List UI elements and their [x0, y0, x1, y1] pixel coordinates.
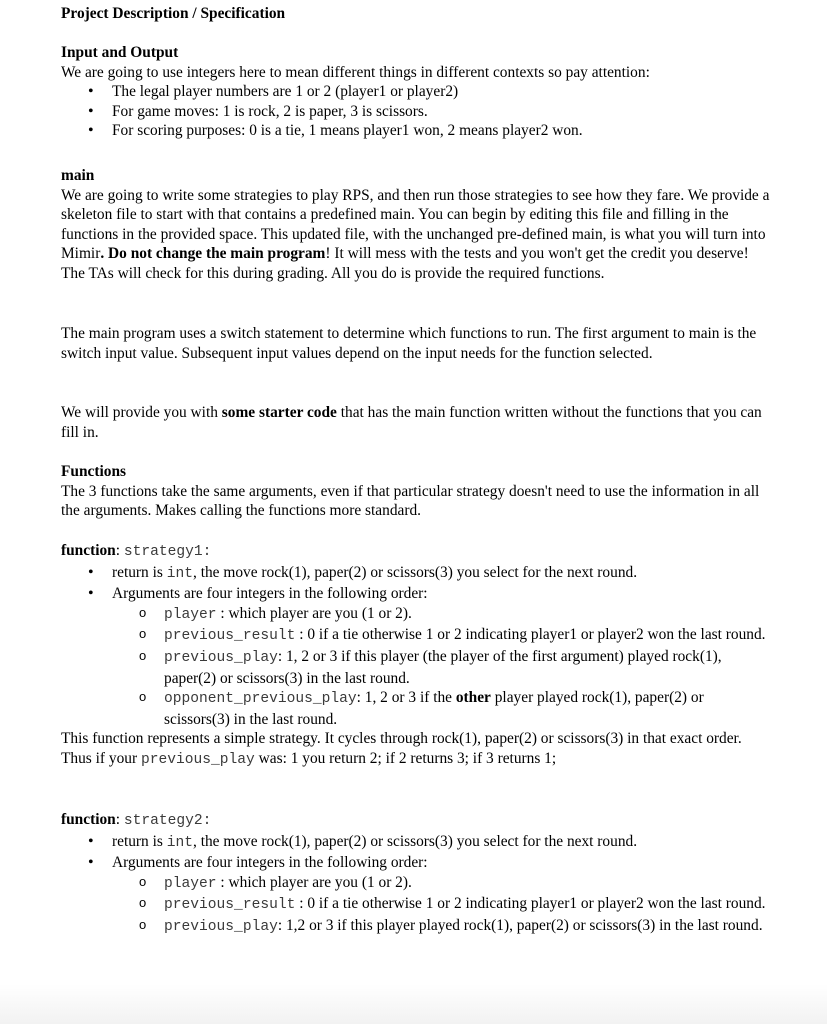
text-run: We are going to write some strategies to play RPS, and then run those strategies to see how they fare. We provide a skeleton file to start with that contains a predefined main. You can begin by editing this file and filling in the functions in the provided space. This updated file, with the unchanged pre-defined main, is what you will turn into Mimir: [61, 186, 770, 263]
argument-desc: : 0 if a tie otherwise 1 or 2 indicating player1 or player2 won the last round.: [295, 626, 766, 644]
argument-item: [61, 873, 771, 895]
argument-name: opponent_previous_play: [164, 691, 357, 708]
text-run: :: [115, 542, 124, 559]
bold-text: . Do not change the main program: [100, 245, 326, 263]
text-run: We will provide you with: [61, 404, 222, 421]
bullet-list: [61, 832, 771, 873]
text-run: ! It will mess with the tests and you won't get the credit you deserve! The TAs will check for this during grading. All you do is provide the required functions.: [61, 245, 749, 282]
argument-item: [61, 894, 771, 916]
text-run: , the move rock(1), paper(2) or scissors(3) you select for the next round.: [193, 563, 638, 581]
argument-name: previous_play: [164, 649, 278, 666]
argument-list: [61, 873, 771, 938]
text-run: that has the main function written without the functions that you can fill in.: [61, 404, 762, 441]
function-label: function: [61, 542, 116, 559]
argument-item: [61, 604, 771, 626]
page-title: Project Description / Specification: [61, 5, 286, 22]
paragraph-switch: [61, 324, 771, 363]
argument-item: [61, 916, 771, 938]
paragraph: The 3 functions take the same arguments, even if that particular strategy doesn't need to use the information in all the arguments. Makes calling the functions more standard.: [61, 482, 760, 520]
bullet-list: [61, 82, 771, 141]
list-item: • The legal player numbers are 1 or 2 (player1 or player2): [61, 82, 771, 102]
argument-item: [61, 647, 771, 688]
argument-desc: : which player are you (1 or 2).: [216, 873, 412, 891]
text-run: This function represents a simple strategy. It cycles through rock(1), paper(2) or scissors(3) in that exact order. Thus if your: [61, 730, 742, 767]
code-type: int: [166, 565, 193, 582]
argument-desc: : 1, 2 or 3 if this player (the player of the first argument) played rock(1), paper(2) or scissors(3) in the last round.: [164, 647, 722, 687]
section-strategy1: [61, 541, 771, 771]
section-functions: [61, 462, 771, 521]
argument-item: [61, 625, 771, 647]
argument-desc: : 0 if a tie otherwise 1 or 2 indicating player1 or player2 won the last round.: [295, 895, 766, 913]
argument-desc: player played rock(1), paper(2) or scissors(3) in the last round.: [164, 689, 704, 728]
code-inline: previous_play: [140, 751, 255, 768]
argument-name: previous_play: [164, 918, 278, 935]
text-run: :: [115, 811, 124, 828]
argument-name: previous_result: [164, 628, 296, 645]
code-type: int: [166, 834, 193, 851]
function-label: function: [61, 811, 116, 828]
function-heading: [61, 541, 771, 563]
function-heading: [61, 810, 771, 832]
section-heading: main: [61, 167, 95, 184]
paragraph: [61, 729, 771, 770]
list-item: [61, 584, 771, 604]
text-run: return is: [112, 832, 167, 850]
list-item: [61, 832, 771, 854]
function-name: strategy2:: [123, 813, 212, 829]
list-item: [61, 853, 771, 873]
bold-text: some starter code: [221, 404, 337, 421]
argument-name: previous_result: [164, 897, 296, 914]
text-run: Arguments are four integers in the following order:: [112, 585, 428, 603]
argument-item: [61, 688, 771, 729]
function-name: strategy1:: [123, 544, 212, 560]
text-run: return is: [112, 563, 167, 581]
argument-desc: : 1,2 or 3 if this player played rock(1), paper(2) or scissors(3) in the last round.: [277, 916, 763, 934]
section-input-output: [61, 43, 771, 141]
list-item: • For scoring purposes: 0 is a tie, 1 means player1 won, 2 means player2 won.: [61, 121, 771, 141]
list-item: • For game moves: 1 is rock, 2 is paper, 3 is scissors.: [61, 102, 771, 122]
page-bottom-edge: [0, 984, 827, 1024]
section-heading: Functions: [61, 463, 126, 480]
text-run: was: 1 you return 2; if 2 returns 3; if 3 returns 1;: [254, 749, 557, 767]
paragraph: The main program uses a switch statement to determine which functions to run. The first argument to main is the switch input value. Subsequent input values depend on the input needs for the function selected.: [61, 325, 757, 362]
section-heading: Input and Output: [61, 44, 179, 61]
paragraph: [61, 186, 771, 284]
section-strategy2: [61, 810, 771, 938]
argument-name: player: [164, 606, 217, 623]
bold-text: other: [455, 689, 491, 707]
list-item: [61, 563, 771, 585]
section-intro: We are going to use integers here to mean different things in different contexts so pay attention:: [61, 63, 650, 81]
bullet-list: [61, 563, 771, 604]
argument-list: [61, 604, 771, 730]
text-run: , the move rock(1), paper(2) or scissors(3) you select for the next round.: [193, 832, 638, 850]
paragraph: [61, 403, 771, 442]
text-run: Arguments are four integers in the following order:: [112, 854, 428, 872]
argument-name: player: [164, 875, 217, 892]
section-main: [61, 166, 771, 284]
argument-desc: : 1, 2 or 3 if the: [356, 689, 456, 707]
paragraph-starter-code: [61, 403, 771, 442]
argument-desc: : which player are you (1 or 2).: [216, 604, 412, 622]
